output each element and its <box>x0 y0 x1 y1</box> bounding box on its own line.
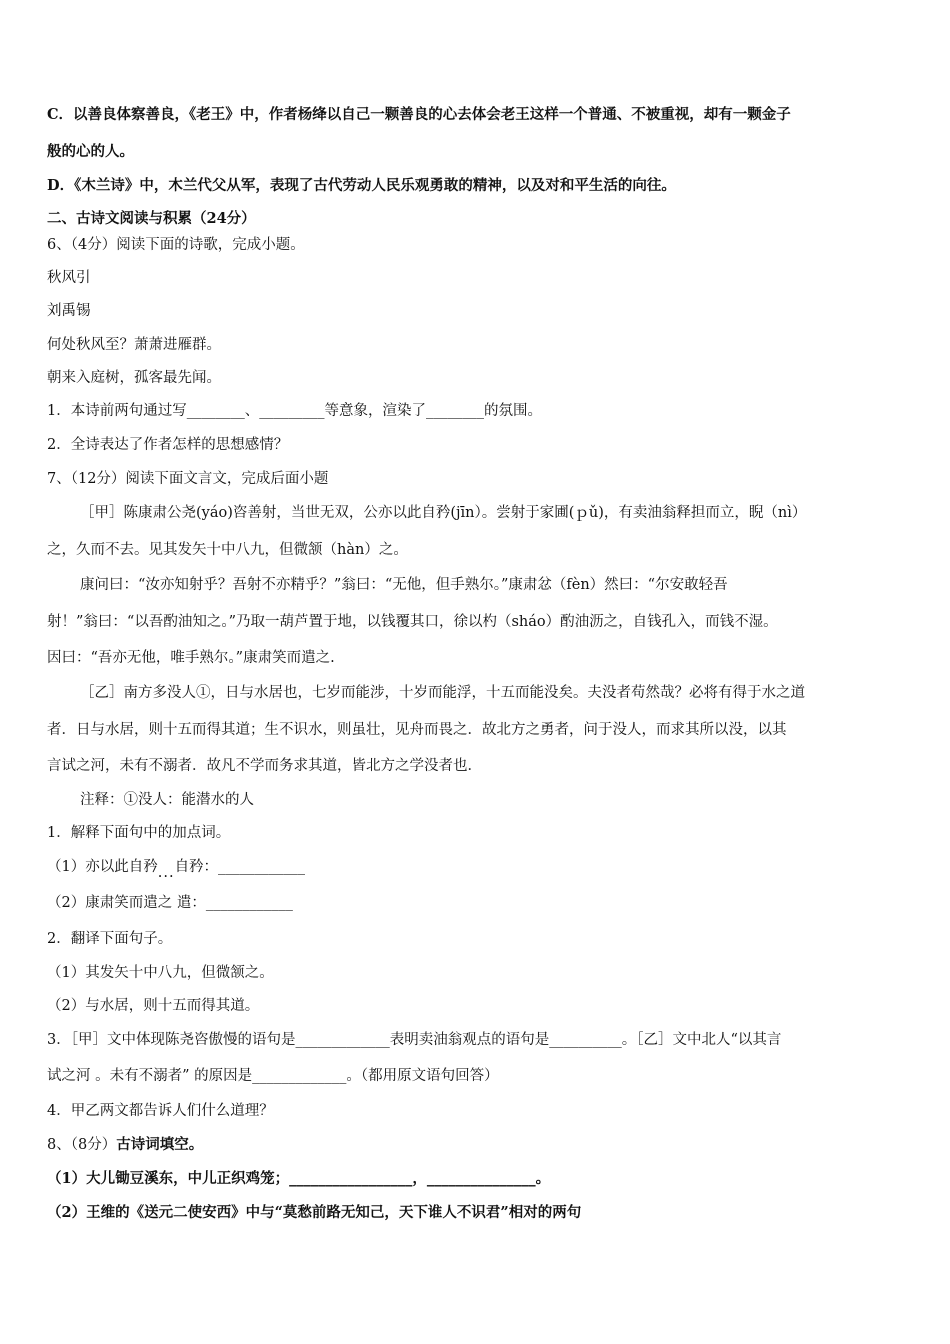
q6-sub1: 1．本诗前两句通过写________、_________等意象，渲染了________的氛围。 <box>47 403 542 419</box>
q7-sub3-line1: 3．［甲］文中体现陈尧咨傲慢的语句是_____________表明卖油翁观点的语句是__________。［乙］文中北人“以其言 <box>47 1032 782 1048</box>
q7-sub1-item2: （2）康肃笑而遣之 遣：____________ <box>47 895 293 911</box>
q7-sub3-line2: 试之河 。未有不溺者” 的原因是_____________。（都用原文语句回答） <box>47 1068 499 1084</box>
text-jia-line4: 射！”翁曰：“以吾酌油知之。”乃取一葫芦置于地，以钱覆其口，徐以杓（sháo）酌油沥之，自钱孔入，而钱不湿。 <box>47 614 778 630</box>
text-jia-line1: ［甲］陈康肃公尧(yáo)咨善射，当世无双，公亦以此自矜(jīn）。尝射于家圃(ｐǔ)，有卖油翁释担而立，睨（nì） <box>80 505 807 521</box>
section-heading: 二、古诗文阅读与积累（24分） <box>47 210 256 227</box>
q8-number: 8、（8分） <box>47 1137 117 1153</box>
q7-sub2-item1: （1）其发矢十中八九，但微颔之。 <box>47 965 274 981</box>
emphasis-dots: ... <box>157 865 175 881</box>
option-c-line2: 般的心的人。 <box>47 143 134 160</box>
text-jia-line5: 因曰：“吾亦无他，唯手熟尔。”康肃笑而遣之. <box>47 650 335 666</box>
question-6: 6、（4分）阅读下面的诗歌，完成小题。 <box>47 237 305 253</box>
poem-author: 刘禹锡 <box>47 303 91 319</box>
text-yi-line3: 言试之河，未有不溺者．故凡不学而务求其道，皆北方之学没者也． <box>47 758 482 774</box>
text-yi-line2: 者．日与水居，则十五而得其道；生不识水，则虽壮，见舟而畏之．故北方之勇者，问于没人，而求其所以没，以其 <box>47 722 787 738</box>
text-yi-line1: ［乙］南方多没人①，日与水居也，七岁而能涉，十岁而能浮，十五而能没矣。夫没者苟然哉？必将有得于水之道 <box>80 685 805 701</box>
text-jia-line2: 之，久而不去。见其发矢十中八九，但微颔（hàn）之。 <box>47 542 408 558</box>
q8-sub1: （1）大儿锄豆溪东，中儿正织鸡笼；_________________，_______________。 <box>47 1170 551 1187</box>
item-text: （1）亦以此自矜 <box>47 859 158 875</box>
q7-sub2: 2．翻译下面句子。 <box>47 931 173 947</box>
q7-sub4: 4．甲乙两文都告诉人们什么道理？ <box>47 1103 274 1119</box>
q7-sub1-item1 <box>47 855 908 881</box>
question-8 <box>47 1133 908 1154</box>
text-jia-line3: 康问曰：“汝亦知射乎？吾射不亦精乎？”翁曰：“无他，但手熟尔。”康肃忿（fèn）然曰：“尔安敢轻吾 <box>80 577 728 593</box>
q6-sub2: 2．全诗表达了作者怎样的思想感情？ <box>47 437 289 453</box>
poem-title: 秋风引 <box>47 270 91 286</box>
question-7: 7、（12分）阅读下面文言文，完成后面小题 <box>47 471 329 487</box>
q7-sub1: 1．解释下面句中的加点词。 <box>47 825 231 841</box>
q8-title: 古诗词填空。 <box>116 1136 204 1153</box>
annotation: 注释：①没人：能潜水的人 <box>80 792 254 808</box>
option-c-line1: C．以善良体察善良，《老王》中，作者杨绛以自己一颗善良的心去体会老王这样一个普通、不被重视，却有一颗金子 <box>47 106 791 123</box>
q7-sub2-item2: （2）与水居，则十五而得其道。 <box>47 998 260 1014</box>
item-answer: 自矜：____________ <box>174 859 306 875</box>
option-d: D．《木兰诗》中，木兰代父从军，表现了古代劳动人民乐观勇敢的精神，以及对和平生活的向往。 <box>47 177 676 194</box>
poem-line-1: 何处秋风至？萧萧进雁群。 <box>47 337 221 353</box>
q8-sub2: （2）王维的《送元二使安西》中与“莫愁前路无知己，天下谁人不识君”相对的两句 <box>47 1204 582 1221</box>
poem-line-2: 朝来入庭树，孤客最先闻。 <box>47 370 221 386</box>
